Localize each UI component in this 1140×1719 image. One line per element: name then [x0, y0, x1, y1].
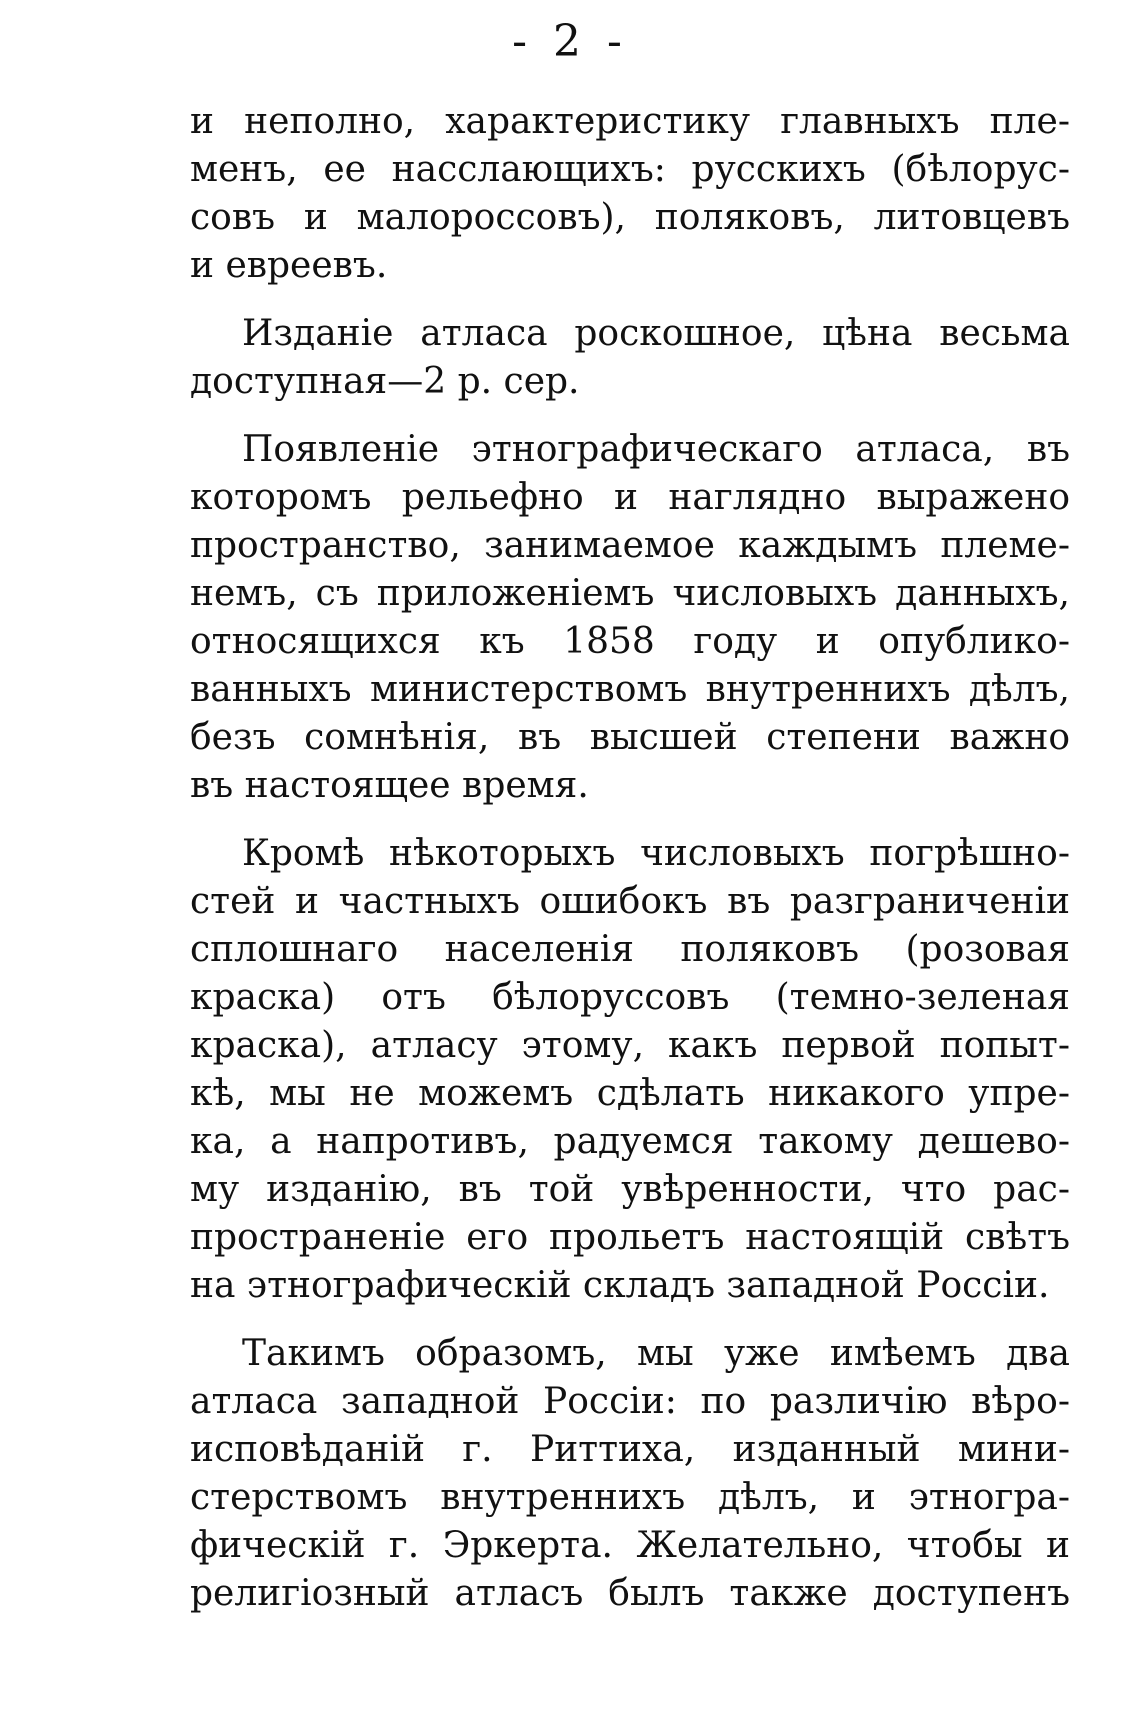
- text-line: стей и частныхъ ошибокъ въ разграниченіи: [190, 881, 1070, 922]
- text-line: въ настоящее время.: [190, 765, 589, 806]
- text-line: стерствомъ внутреннихъ дѣлъ, и этногра-: [190, 1477, 1070, 1518]
- text-line: му изданію, въ той увѣренности, что рас-: [190, 1169, 1070, 1210]
- paragraph-gap: [190, 1310, 1070, 1330]
- text-line: религіозный атласъ былъ также доступенъ: [190, 1573, 1070, 1614]
- page-number: - 2 -: [512, 16, 628, 67]
- text-line: Такимъ образомъ, мы уже имѣемъ два: [242, 1333, 1070, 1374]
- text-line: которомъ рельефно и наглядно выражено: [190, 477, 1070, 518]
- text-line: и неполно, характеристику главныхъ пле-: [190, 101, 1070, 142]
- text-line: Изданіе атласа роскошное, цѣна весьма: [242, 313, 1070, 354]
- paragraph-4: [190, 830, 1070, 1310]
- paragraph-5: [190, 1330, 1070, 1618]
- paragraph-gap: [190, 406, 1070, 426]
- text-line: исповѣданій г. Риттиха, изданный мини-: [190, 1429, 1070, 1470]
- text-line: безъ сомнѣнія, въ высшей степени важно: [190, 717, 1070, 758]
- text-line: на этнографическій складъ западной Россіи.: [190, 1265, 1050, 1306]
- text-line: ванныхъ министерствомъ внутреннихъ дѣлъ,: [190, 669, 1070, 710]
- text-line: ка, а напротивъ, радуемся такому дешево-: [190, 1121, 1070, 1162]
- text-line: краска) отъ бѣлоруссовъ (темно-зеленая: [190, 977, 1070, 1018]
- text-line: Кромѣ нѣкоторыхъ числовыхъ погрѣшно-: [242, 833, 1070, 874]
- paragraph-1: [190, 98, 1070, 290]
- text-line: пространеніе его прольетъ настоящій свѣтъ: [190, 1217, 1070, 1258]
- text-line: атласа западной Россіи: по различію вѣро-: [190, 1381, 1070, 1422]
- paragraph-2: [190, 310, 1070, 406]
- paragraph-gap: [190, 290, 1070, 310]
- text-line: пространство, занимаемое каждымъ племе-: [190, 525, 1070, 566]
- text-line: совъ и малороссовъ), поляковъ, литовцевъ: [190, 197, 1070, 238]
- text-line: краска), атласу этому, какъ первой попыт-: [190, 1025, 1070, 1066]
- text-line: кѣ, мы не можемъ сдѣлать никакого упре-: [190, 1073, 1070, 1114]
- text-line: доступная—2 р. сер.: [190, 361, 580, 402]
- text-line: сплошнаго населенія поляковъ (розовая: [190, 929, 1070, 970]
- text-line: Появленіе этнографическаго атласа, въ: [242, 429, 1070, 470]
- text-line: фическій г. Эркерта. Желательно, чтобы и: [190, 1525, 1070, 1566]
- paragraph-gap: [190, 810, 1070, 830]
- text-line: менъ, ее насслающихъ: русскихъ (бѣлорус-: [190, 149, 1070, 190]
- text-line: относящихся къ 1858 году и опублико-: [190, 621, 1070, 662]
- body-text: [190, 98, 1070, 1618]
- text-line: и евреевъ.: [190, 245, 388, 286]
- text-line: немъ, съ приложеніемъ числовыхъ данныхъ,: [190, 573, 1070, 614]
- paragraph-3: [190, 426, 1070, 810]
